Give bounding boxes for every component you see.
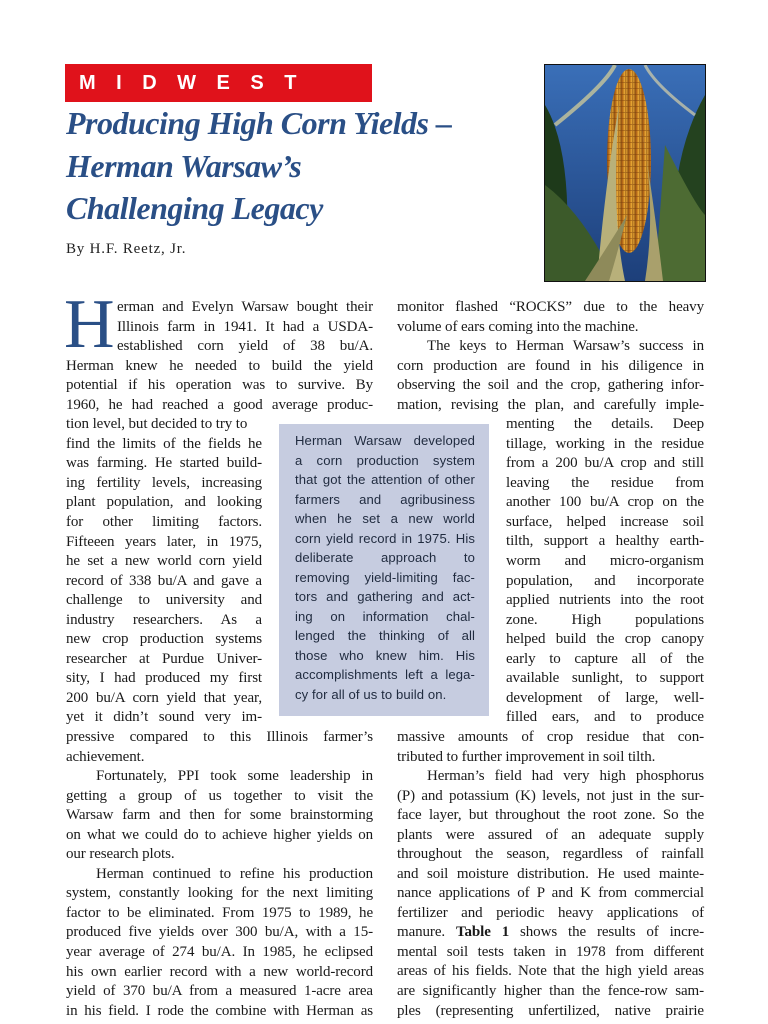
text-line: face layer, but throughout the root zone. So the (397, 807, 704, 824)
pull-quote-line: a corn production system (295, 452, 475, 468)
text-line: available sunlight, to support (506, 670, 704, 687)
text-line: mation, revising the plan, and carefully imple- (397, 396, 704, 413)
text-line: population, and incorporate (506, 572, 704, 589)
text-line: new crop production systems (66, 631, 262, 648)
pull-quote-line: corn yield record in 1975. His (295, 530, 475, 546)
text-line: are significantly higher than the fence-row sam- (397, 983, 704, 1000)
text-line: applied nutrients into the root (506, 592, 704, 609)
section-label: MIDWEST (65, 64, 372, 102)
pull-quote-line: when he set a new world (295, 511, 475, 526)
text-line: established corn yield of 38 bu/A. (117, 338, 373, 355)
text-line: year average of 274 bu/A. In 1985, he eclipsed (66, 943, 373, 960)
text-line: our research plots. (66, 846, 175, 863)
text-line: another 100 bu/A crop on the (506, 494, 704, 511)
text-line: worm and micro-organism (506, 553, 704, 570)
text-line: nance applications of P and K from commercial (397, 885, 704, 902)
text-line: Herman’s field had very high phosphorus (427, 768, 704, 784)
text-line: getting a group of us together to visit the (66, 787, 373, 804)
pull-quote-line: cy for all of us to build on. (295, 686, 447, 702)
title-line: Herman Warsaw’s (66, 147, 302, 184)
text-line: achievement. (66, 748, 145, 765)
text-line: yield of 370 bu/A from a measured 1-acre area (66, 983, 373, 1000)
text-fragment: manure. (397, 924, 456, 941)
text-line: Warsaw farm and then for some brainstorming (66, 807, 373, 824)
right-para-2-narrow (506, 415, 704, 728)
text-line: filled ears, and to produce (506, 709, 704, 726)
table-1-reference[interactable]: Table 1 (455, 924, 510, 941)
text-line: mental soil tests taken in 1978 from different (397, 943, 704, 960)
byline: By H.F. Reetz, Jr. (66, 241, 187, 257)
text-line: produced five yields over 300 bu/A, with a 15- (66, 924, 373, 941)
text-line: yet it didn’t sound very im- (66, 709, 262, 726)
text-line: (P) and potassium (K) levels, not just in the sur- (397, 787, 704, 804)
text-line: zone. High populations (506, 611, 704, 628)
text-line: challenge to university and (66, 592, 262, 609)
right-para-2-tail (397, 728, 704, 767)
text-line: potential if his operation was to survive. By (66, 377, 373, 394)
text-line: areas of his fields. Note that the high yield areas (397, 963, 704, 980)
text-line: researcher at Purdue Univer- (66, 650, 262, 667)
text-line: development of large, well- (506, 689, 704, 706)
text-line: find the limits of the fields he (66, 435, 262, 452)
right-para-2-full (397, 337, 704, 415)
text-line: factor to be eliminated. From 1975 to 1989, he (66, 904, 373, 921)
text-line-with-table-ref (397, 923, 704, 943)
text-line: surface, helped increase soil (506, 513, 704, 530)
text-line: tributed to further improvement in soil tilth. (397, 748, 656, 765)
text-line: corn production are found in his diligence in (397, 357, 704, 374)
pull-quote-line: farmers and agribusiness (295, 491, 475, 507)
pull-quote-line: Herman Warsaw developed (295, 433, 475, 448)
title-line: Challenging Legacy (66, 190, 323, 226)
text-line: Illinois farm in 1941. It had a USDA- (117, 318, 373, 335)
text-line: observing the soil and the crop, gathering infor- (397, 377, 704, 394)
title-line: Producing High Corn Yields – (66, 105, 452, 141)
pull-quote-line: that got the attention of other (295, 472, 475, 487)
text-line: tillage, working in the residue (506, 435, 704, 452)
text-line: he set a new world corn yield (66, 553, 262, 570)
pull-quote-line: ing on information chal- (295, 608, 475, 624)
right-para-3 (397, 767, 704, 1021)
text-line: helped build the crop canopy (506, 631, 704, 648)
text-line: ing fertility levels, increasing (66, 474, 262, 491)
text-line: his own earlier record with a new world-record (66, 963, 373, 980)
left-para-1-intro (117, 298, 373, 357)
drop-cap: H (64, 286, 115, 363)
text-line: industry researchers. As a (66, 611, 262, 628)
right-para-1 (397, 298, 704, 337)
text-line: was farming. He started build- (66, 455, 262, 472)
article-title (66, 102, 536, 230)
text-line: early to capture all of the (506, 650, 704, 667)
text-line: from a 200 bu/A crop and still (506, 455, 704, 472)
pull-quote-line: removing yield-limiting fac- (295, 569, 475, 585)
left-para-2 (66, 767, 373, 865)
text-line: volume of ears coming into the machine. (397, 318, 639, 335)
left-para-3 (66, 865, 373, 1021)
text-line: for other limiting factors. (66, 513, 262, 530)
text-line: system, constantly looking for the next limiting (66, 885, 373, 902)
text-line: Fortunately, PPI took some leadership in (96, 768, 373, 784)
text-line: leaving the residue from (506, 474, 704, 491)
text-line: sity, I had produced my first (66, 670, 262, 687)
text-line: on what we could do to achieve higher yields on (66, 826, 373, 843)
left-para-1-tail (66, 728, 373, 767)
text-line: fertilizer and periodic heavy applications of (397, 904, 704, 921)
text-line: The keys to Herman Warsaw’s success in (427, 338, 704, 354)
text-line: ples (representing unfertilized, native prairie (397, 1002, 704, 1019)
pull-quote-box (279, 424, 489, 716)
text-line: 1960, he had reached a good average produc- (66, 396, 373, 413)
pull-quote-line: those who knew him. His (295, 647, 475, 663)
left-para-1-narrow (66, 435, 262, 728)
text-line: Fifteeen years later, in 1975, (66, 533, 262, 550)
text-line: throughout the season, regardless of rainfall (397, 846, 704, 863)
text-line: in his field. I rode the combine with Herman as (66, 1002, 373, 1019)
text-line: tilth, support a healthy earth- (506, 533, 704, 550)
text-line: erman and Evelyn Warsaw bought their (117, 299, 373, 315)
text-fragment: shows the results of incre- (509, 924, 704, 941)
text-line: Herman continued to refine his production (96, 865, 373, 882)
pull-quote-line: deliberate approach to (295, 550, 475, 565)
text-line: monitor flashed “ROCKS” due to the heavy (397, 299, 704, 315)
text-line: and soil moisture distribution. He used mainte- (397, 865, 704, 882)
pull-quote-line: lenged the thinking of all (295, 628, 475, 643)
pull-quote-line: tors and gathering and act- (295, 589, 475, 604)
text-line: plants were assured of an adequate supply (397, 826, 704, 843)
text-line: plant population, and looking (66, 494, 262, 511)
text-line: pressive compared to this Illinois farmer’s (66, 729, 373, 745)
text-line: record of 338 bu/A and gave a (66, 572, 262, 589)
text-line: menting the details. Deep (506, 416, 704, 433)
text-line: Herman knew he needed to build the yield (66, 357, 373, 374)
corn-ear-photo (544, 64, 706, 282)
text-line: tion level, but decided to try to (66, 416, 248, 433)
text-line: massive amounts of crop residue that con- (397, 729, 704, 745)
pull-quote-line: accomplishments left a lega- (295, 667, 475, 682)
text-line: 200 bu/A corn yield that year, (66, 689, 262, 706)
